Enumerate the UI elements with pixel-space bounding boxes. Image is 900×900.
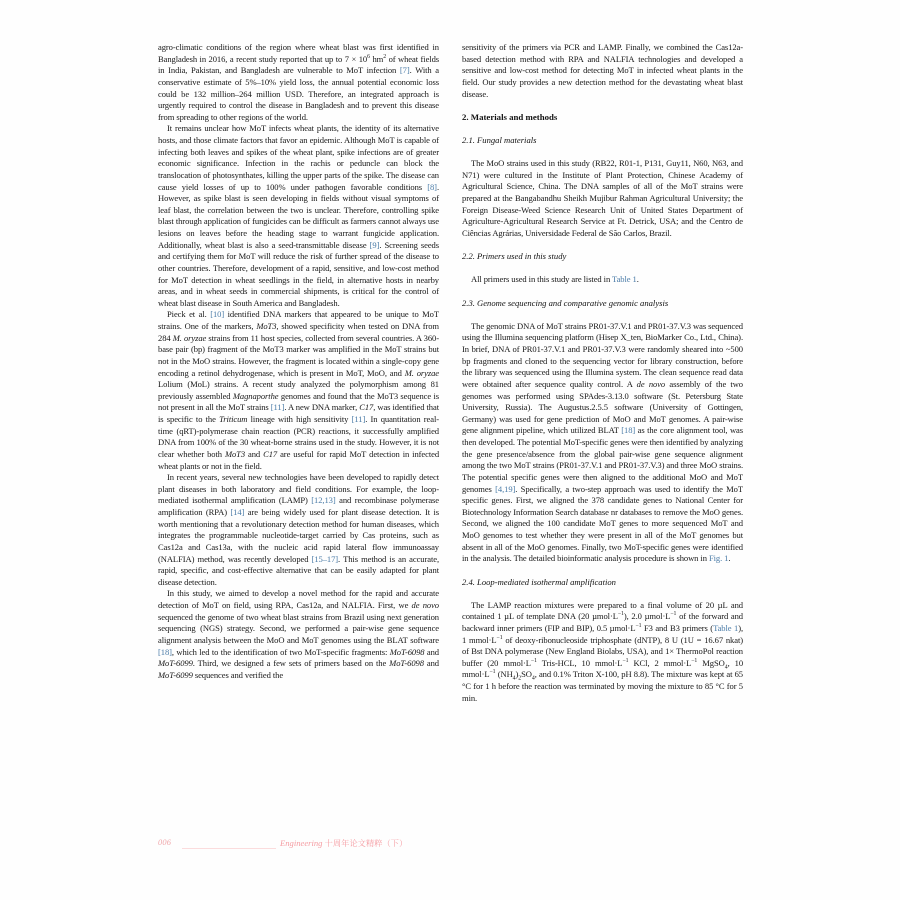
- fragment-name: MoT-6099: [158, 658, 193, 669]
- page-footer: [158, 838, 744, 854]
- right-column: [462, 42, 743, 704]
- section-heading-materials-and-methods: 2. Materials and methods: [462, 111, 558, 122]
- latin-phrase: de novo: [411, 600, 439, 610]
- citation-link[interactable]: [14]: [230, 507, 245, 517]
- footer-publication-title: [280, 838, 407, 849]
- gene-name: MoT3: [256, 321, 277, 331]
- left-column: [158, 42, 439, 704]
- fragment-name: MoT-6099: [158, 669, 193, 680]
- fragment-name: MoT-6098: [389, 658, 424, 669]
- citation-link[interactable]: [18]: [158, 646, 172, 657]
- citation-link[interactable]: [7]: [399, 65, 410, 76]
- citation-link[interactable]: [15–17]: [311, 553, 339, 564]
- gene-name: C17: [359, 402, 374, 413]
- citation-link[interactable]: [10]: [210, 309, 225, 320]
- paragraph: All primers used in this study are listed in Table 1.: [471, 274, 639, 285]
- citation-link[interactable]: [11]: [351, 414, 366, 424]
- citation-link[interactable]: [9]: [369, 239, 380, 250]
- citation-link[interactable]: [8]: [427, 181, 437, 192]
- citation-link[interactable]: [12,13]: [311, 495, 336, 506]
- paragraph: The genomic DNA of MoT strains PR01-37.V.1 and PR01-37.V.3 was sequenced using the Illumina sequencing platform (Hisep X_ten, BioMarker Co., Ltd., China). In brief, DNA of PR01-37.V.1 and PR01-37.V.3 were randomly sheared into ~500 bp fragments and cloned to the sequencing vector for library construction, before the library was sequenced using the Illumina system. The clean sequence read data were obtained after sequence quality control. A de novo assembly of the two genomes was performed using SPAdes-3.13.0 software (St. Petersburg State University, Russia). The Augustus.2.5.5 software (University of Gottingen, Germany) was used for gene prediction of MoO and MoT genomes. A pair-wise gene alignment pipeline, which utilized BLAT [18] as the core alignment tool, was then developed. The potential MoT-specific genes were then identified by analyzing the gene presence/absence from the global pair-wise gene sequence alignment among the two MoT strains (PR01-37.V.1 and PR01-37.V.3) and three MoO strains. The potential specific genes were then aligned to the additional MoO and MoT genomes [4,19]. Specifically, a two-step approach was used to identify the MoT specific genes. First, we aligned the 378 candidate genes to National Center for Biotechnology Information Search database nr databases to remove the MoO genes. Second, we aligned the 100 candidate MoT genes to more sequenced MoT and MoO genomes to test whether they were present in all of the MoT genomes but absent in all of the MoO genomes. Finally, two MoT-specific genes were identified in the analysis. The detailed bioinformatic analysis procedure is shown in Fig. 1.: [462, 320, 743, 564]
- paragraph-continuation: agro-climatic conditions of the region where wheat blast was first identified in Bangladesh in 2016, a recent study reported that up to $7 \times 10^6$ $hm^2$ of wheat fields in India, Pakistan, and Bangladesh are vulnerable to MoT infection [7]. With a conservative estimate of 5%–10% yield loss, the annual potential economic loss could be 132 million–264 million USD. Therefore, an integrated approach is urgently required to control the disease in Bangladesh and to prevent this disease from spreading to other regions of the world.: [158, 42, 440, 122]
- fragment-name: MoT-6098: [389, 646, 425, 657]
- subsection-heading-primers-used: 2.2. Primers used in this study: [462, 251, 567, 262]
- paragraph: It remains unclear how MoT infects wheat plants, the identity of its alternative hosts, and those climate factors that favor an epidemic. Although MoT is capable of infecting both leaves and spikes of the wheat plant, spike infections are of greater economic significance. Infection in the rachis or peduncle can block the translocation of photosynthates, killing the upper parts of the spike. The disease can cause yield losses of up to 100% under pathogen favorable conditions [8]. However, as spike blast is seen developing in fields without visual symptoms of leaf blast, the correlation between the two is unclear. Therefore, controlling spike blast through application of fungicides can be difficult as farmers cannot always use lesions on leaves before the heading stage to warrant fungicide application. Additionally, wheat blast is also a seed-transmittable disease [9]. Screening seeds and certifying them for MoT will reduce the risk of further spread of the disease to other countries. Therefore, development of a rapid, sensitive, and low-cost method for MoT detection in wheat seedlings in the field, in alternative hosts in nearby areas, and in wheat seeds in commercial shipments, is critical for the control of wheat blast disease in South America and Bangladesh.: [158, 123, 439, 308]
- two-column-body: [158, 42, 744, 704]
- paragraph-continuation: sensitivity of the primers via PCR and LAMP. Finally, we combined the Cas12a-based detection method with RPA and NALFIA technologies and developed a sensitive and low-cost method for detecting MoT in infected wheat plants in the field. Our study provides a new detection method for the devastating wheat blast disease.: [462, 42, 743, 99]
- gene-name: C17: [263, 448, 278, 459]
- latin-phrase: de novo: [636, 378, 666, 389]
- subsection-heading-lamp: 2.4. Loop-mediated isothermal amplification: [462, 576, 616, 587]
- gene-name: MoT3: [224, 448, 246, 459]
- table-reference-link[interactable]: Table 1: [612, 274, 637, 285]
- citation-link[interactable]: [11]: [270, 402, 285, 413]
- subsection-heading-fungal-materials: 2.1. Fungal materials: [462, 134, 537, 145]
- footer-page-number: 006: [158, 838, 172, 847]
- figure-reference-link[interactable]: Fig. 1: [708, 553, 729, 564]
- citation-link[interactable]: [4,19]: [495, 483, 516, 494]
- paragraph: In this study, we aimed to develop a novel method for the rapid and accurate detection of MoT on field, using RPA, Cas12a, and NALFIA. First, we de novo sequenced the genome of two wheat blast strains from Brazil using next generation sequencing (NGS) strategy. Second, we performed a pair-wise gene sequence alignment analysis between the MoO and MoT genomes using the BLAT software [18], which led to the identification of two MoT-specific fragments: MoT-6098 and MoT-6099. Third, we designed a few sets of primers based on the MoT-6098 and MoT-6099 sequences and verified the: [158, 588, 440, 680]
- genus-name: Magnaporthe: [232, 390, 279, 401]
- citation-link[interactable]: [18]: [621, 425, 636, 436]
- footer-divider-rule: [182, 848, 276, 850]
- paragraph: The MoO strains used in this study (RB22, R01-1, P131, Guy11, N60, N63, and N71) were cultured in the Institute of Plant Protection, Chinese Academy of Agricultural Science, China. The DNA samples of all of the MoT strains were prepared at the Bangabandhu Sheikh Mujibur Rahman Agricultural University; the Foreign Disease-Weed Science Research Unit of United States Department of Agriculture-Agricultural Research Service at Ft. Detrick, USA; and the Centro de Ciências Agrárias, Universidade Federal de São Carlos, Brazil.: [462, 158, 743, 238]
- table-reference-link[interactable]: Table 1: [713, 622, 739, 633]
- footer-journal-name: Engineering: [280, 837, 323, 848]
- lineage-name: Triticum: [219, 414, 248, 424]
- species-name: M. oryzae: [404, 367, 439, 378]
- paragraph: The LAMP reaction mixtures were prepared to a final volume of 20 µL and contained 1 µL of template DNA (20 $\mu mol\cdot L^{-1}$), 2.0 $\mu mol\cdot L^{-1}$ of the forward and backward inner primers (FIP and BIP), 0.5 $\mu mol\cdot L^{-1}$ F3 and B3 primers (Table 1), 1 $mmol\cdot L^{-1}$ of deoxy-ribonucleoside triphosphate (dNTP), 8 U (1U = 16.67 nkat) of Bst DNA polymerase (New England Biolabs, USA), and 1× ThermoPol reaction buffer (20 $mmol\cdot L^{-1}$ Tris-HCL, 10 $mmol\cdot L^{-1}$ KCl, 2 $mmol\cdot L^{-1}$ MgSO$_4$, 10 $mmol\cdot L^{-1}$ $(NH_4)_2SO_4$, and 0.1% Triton X-100, pH 8.8). The mixture was kept at 65 °C for 1 h before the reaction was terminated by moving the mixture to 85 °C for 5 min.: [462, 599, 744, 703]
- subsection-heading-genome-sequencing: 2.3. Genome sequencing and comparative genomic analysis: [462, 297, 669, 308]
- species-name: M. oryzae: [172, 332, 207, 343]
- paragraph: In recent years, several new technologies have been developed to rapidly detect plant diseases in both laboratory and field conditions. For example, the loop-mediated isothermal amplification (LAMP) [12,13] and recombinase polymerase amplification (RPA) [14] are being widely used for plant disease detection. It is worth mentioning that a revolutionary detection method for human diseases, which integrates the programmable nucleotide-target carried by Cas proteins, such as Cas12a and Cas13a, with the nucleic acid rapid lateral flow immunoassay (NALFIA) method, was recently developed [15–17]. This method is an accurate, rapid, specific, and cost-effective alternative that can be easily adapted for plant disease detection.: [158, 472, 440, 587]
- footer-collection-name-cjk: 十周年论文精粹（下）: [324, 837, 408, 848]
- paragraph: Pieck et al. [10] identified DNA markers that appeared to be unique to MoT strains. One of the markers, MoT3, showed specificity when tested on DNA from 284 M. oryzae strains from 11 host species, collected from several countries. A 360- base pair (bp) fragment of the MoT3 marker was amplified in the MoT strains but not in the MoO strains. However, the fragment is located within a single-copy gene encoding a retinol dehydrogenase, which is present in MoT, MoO, and M. oryzae Lolium (MoL) strains. A recent study analyzed the polymorphism among 81 previously assembled Magnaporthe genomes and found that the MoT3 sequence is not present in all the MoT strains [11]. A new DNA marker, C17, was identified that is specific to the Triticum lineage with high sensitivity [11]. In quantitation real-time (qRT)-polymerase chain reaction (PCR) reactions, it successfully amplified DNA from 100% of the 30 wheat-borne strains used in the study. However, it is not clear whether both MoT3 and C17 are useful for rapid MoT detection in infected wheat plants or not in the field.: [158, 309, 440, 471]
